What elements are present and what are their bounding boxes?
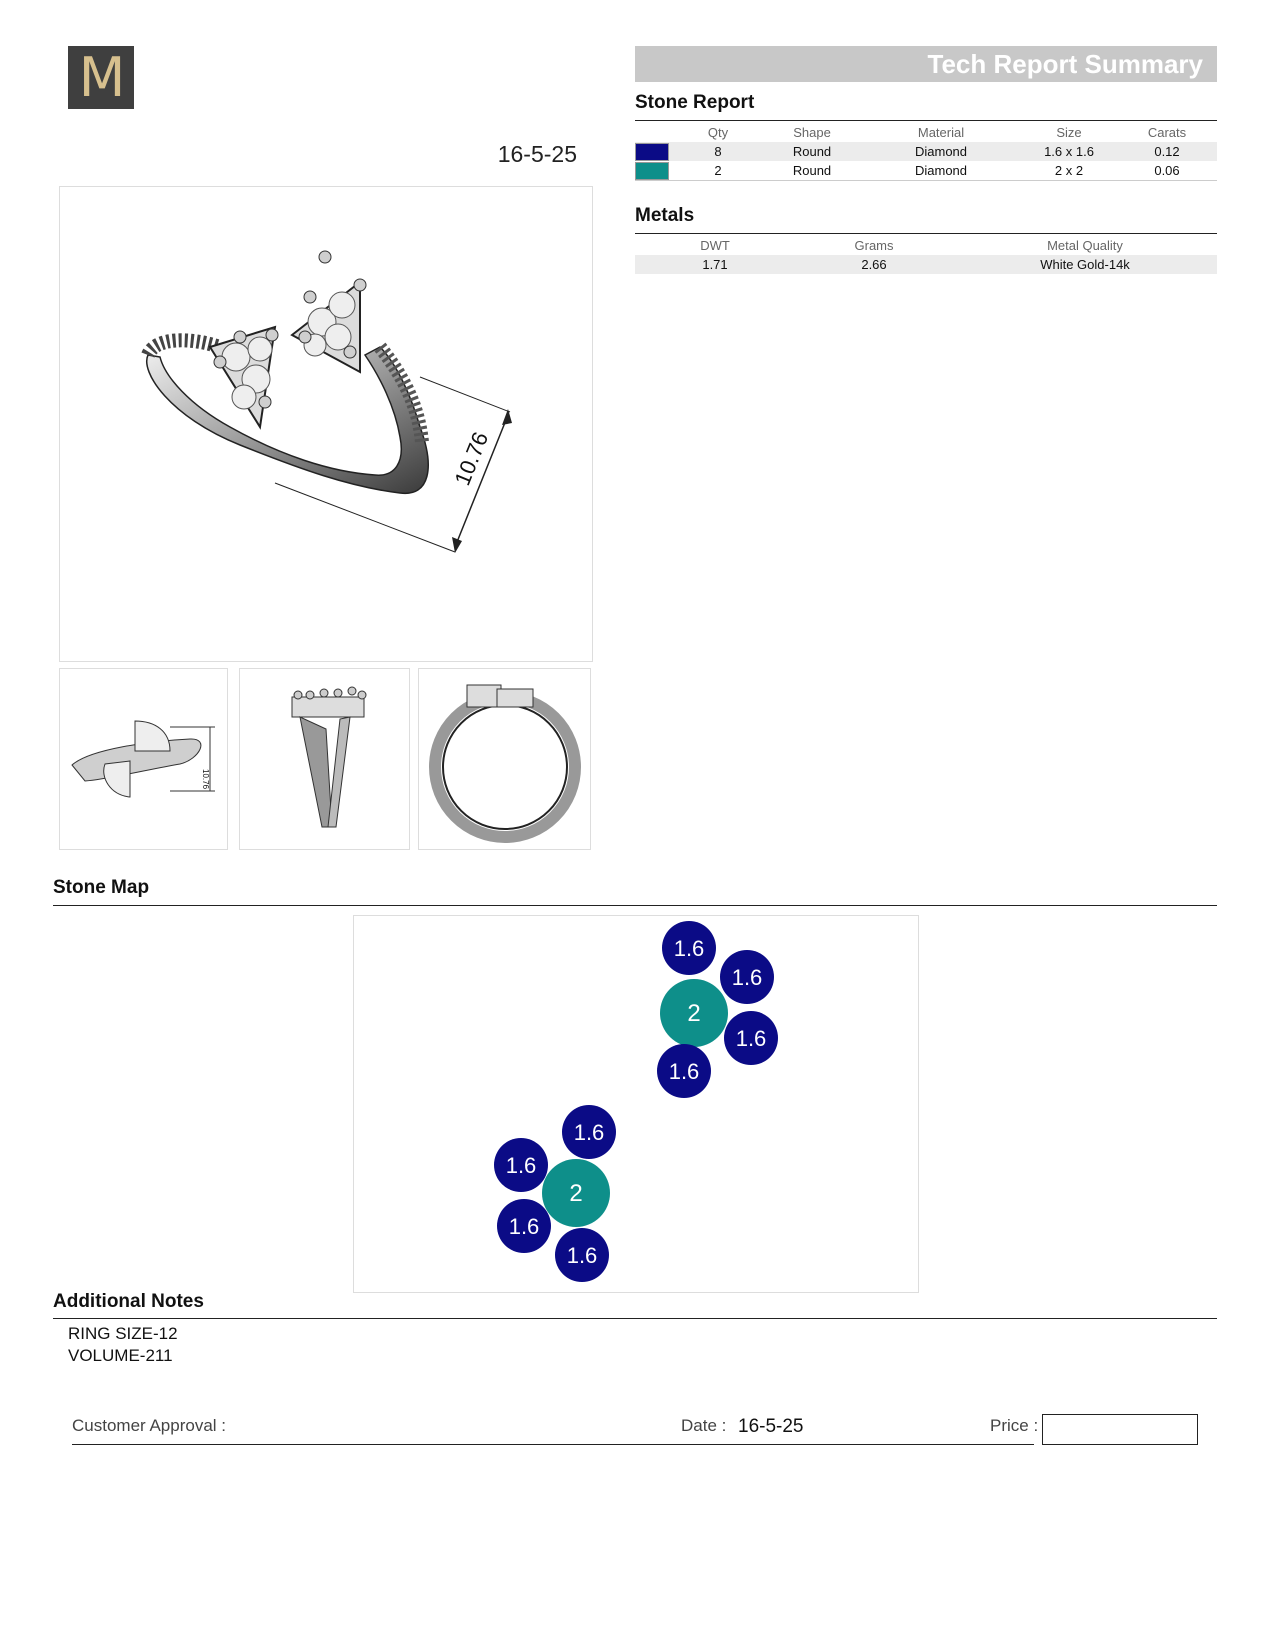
stone-size-label: 2	[687, 1000, 701, 1027]
main-dimension-label: 10.76	[449, 428, 494, 489]
note-line: VOLUME-211	[68, 1346, 173, 1365]
additional-notes-heading: Additional Notes	[53, 1291, 204, 1312]
grams-cell: 2.66	[795, 255, 953, 274]
ring-side-view-drawing	[240, 669, 409, 849]
logo-letter: M	[78, 46, 124, 109]
metals-rule	[635, 233, 1217, 234]
price-label: Price :	[990, 1416, 1039, 1435]
col-header: Size	[1056, 125, 1082, 140]
stone-map-rule	[53, 905, 1217, 906]
quality-cell: White Gold-14k	[953, 255, 1217, 274]
date-label: Date :	[681, 1416, 727, 1435]
qty-cell: 8	[673, 142, 763, 161]
stone-report-rule	[635, 120, 1217, 121]
material-cell: Diamond	[861, 142, 1021, 161]
metals-heading: Metals	[635, 205, 695, 226]
stone-map-heading: Stone Map	[53, 877, 150, 898]
swatch-cell	[635, 161, 673, 180]
stone-size-label: 2	[569, 1180, 583, 1207]
stone-map-svg	[354, 916, 918, 1292]
stone-size-label: 1.6	[508, 1214, 540, 1239]
carats-cell: 0.06	[1154, 163, 1180, 178]
stone-size-label: 1.6	[731, 965, 763, 990]
col-header: Material	[917, 125, 965, 140]
customer-approval-label: Customer Approval :	[72, 1416, 227, 1435]
stone-size-label: 1.6	[735, 1026, 767, 1051]
table-row	[635, 255, 1217, 274]
table-row	[635, 142, 1217, 161]
stone-color-swatch	[635, 162, 669, 180]
ring-perspective-drawing	[60, 187, 592, 661]
col-header: Shape	[793, 125, 831, 140]
stone-color-swatch	[635, 143, 669, 161]
stone-size-label: 1.6	[505, 1153, 537, 1178]
col-header: Qty	[707, 125, 729, 140]
col-header: DWT	[700, 238, 730, 253]
material-cell: Diamond	[914, 163, 968, 178]
price-field[interactable]	[1042, 1414, 1198, 1445]
stone-size-label: 1.6	[673, 936, 705, 961]
metals-table	[635, 236, 1217, 274]
stone-size-label: 1.6	[566, 1243, 598, 1268]
report-header	[635, 46, 1217, 82]
dwt-cell: 1.71	[635, 255, 795, 274]
col-header: Metal Quality	[1047, 238, 1123, 253]
size-cell: 1.6 x 1.6	[1021, 142, 1117, 161]
table-row	[635, 161, 1217, 180]
stone-map-diagram	[353, 915, 919, 1293]
top-view-render	[59, 668, 228, 850]
shape-cell: Round	[792, 163, 832, 178]
stone-report-heading: Stone Report	[635, 92, 755, 113]
date-value: 16-5-25	[738, 1416, 804, 1437]
metals-header-row	[635, 236, 1217, 255]
ring-front-view-drawing	[419, 669, 590, 849]
main-ring-render	[59, 186, 593, 662]
carats-cell: 0.12	[1117, 142, 1217, 161]
col-header: Carats	[1147, 125, 1187, 140]
note-line: RING SIZE-12	[68, 1324, 178, 1343]
side-view-render	[239, 668, 410, 850]
side-dimension-label: 10.76	[201, 769, 210, 790]
additional-notes-rule	[53, 1318, 1217, 1319]
stone-report-bottom-rule	[635, 180, 1217, 181]
stone-size-label: 1.6	[668, 1059, 700, 1084]
approval-signature-line	[72, 1444, 1034, 1445]
shape-cell: Round	[763, 142, 861, 161]
front-view-render	[418, 668, 591, 850]
qty-cell: 2	[714, 163, 722, 178]
ring-top-view-drawing	[60, 669, 227, 849]
stone-size-label: 1.6	[573, 1120, 605, 1145]
swatch-cell	[635, 142, 673, 161]
stone-report-header-row	[635, 123, 1217, 142]
col-header: Grams	[854, 238, 894, 253]
stone-report-table	[635, 123, 1217, 180]
report-title: Tech Report Summary	[927, 49, 1203, 79]
model-date: 16-5-25	[497, 141, 577, 167]
size-cell: 2 x 2	[1054, 163, 1084, 178]
company-logo	[68, 46, 134, 109]
swatch-header	[635, 123, 673, 142]
